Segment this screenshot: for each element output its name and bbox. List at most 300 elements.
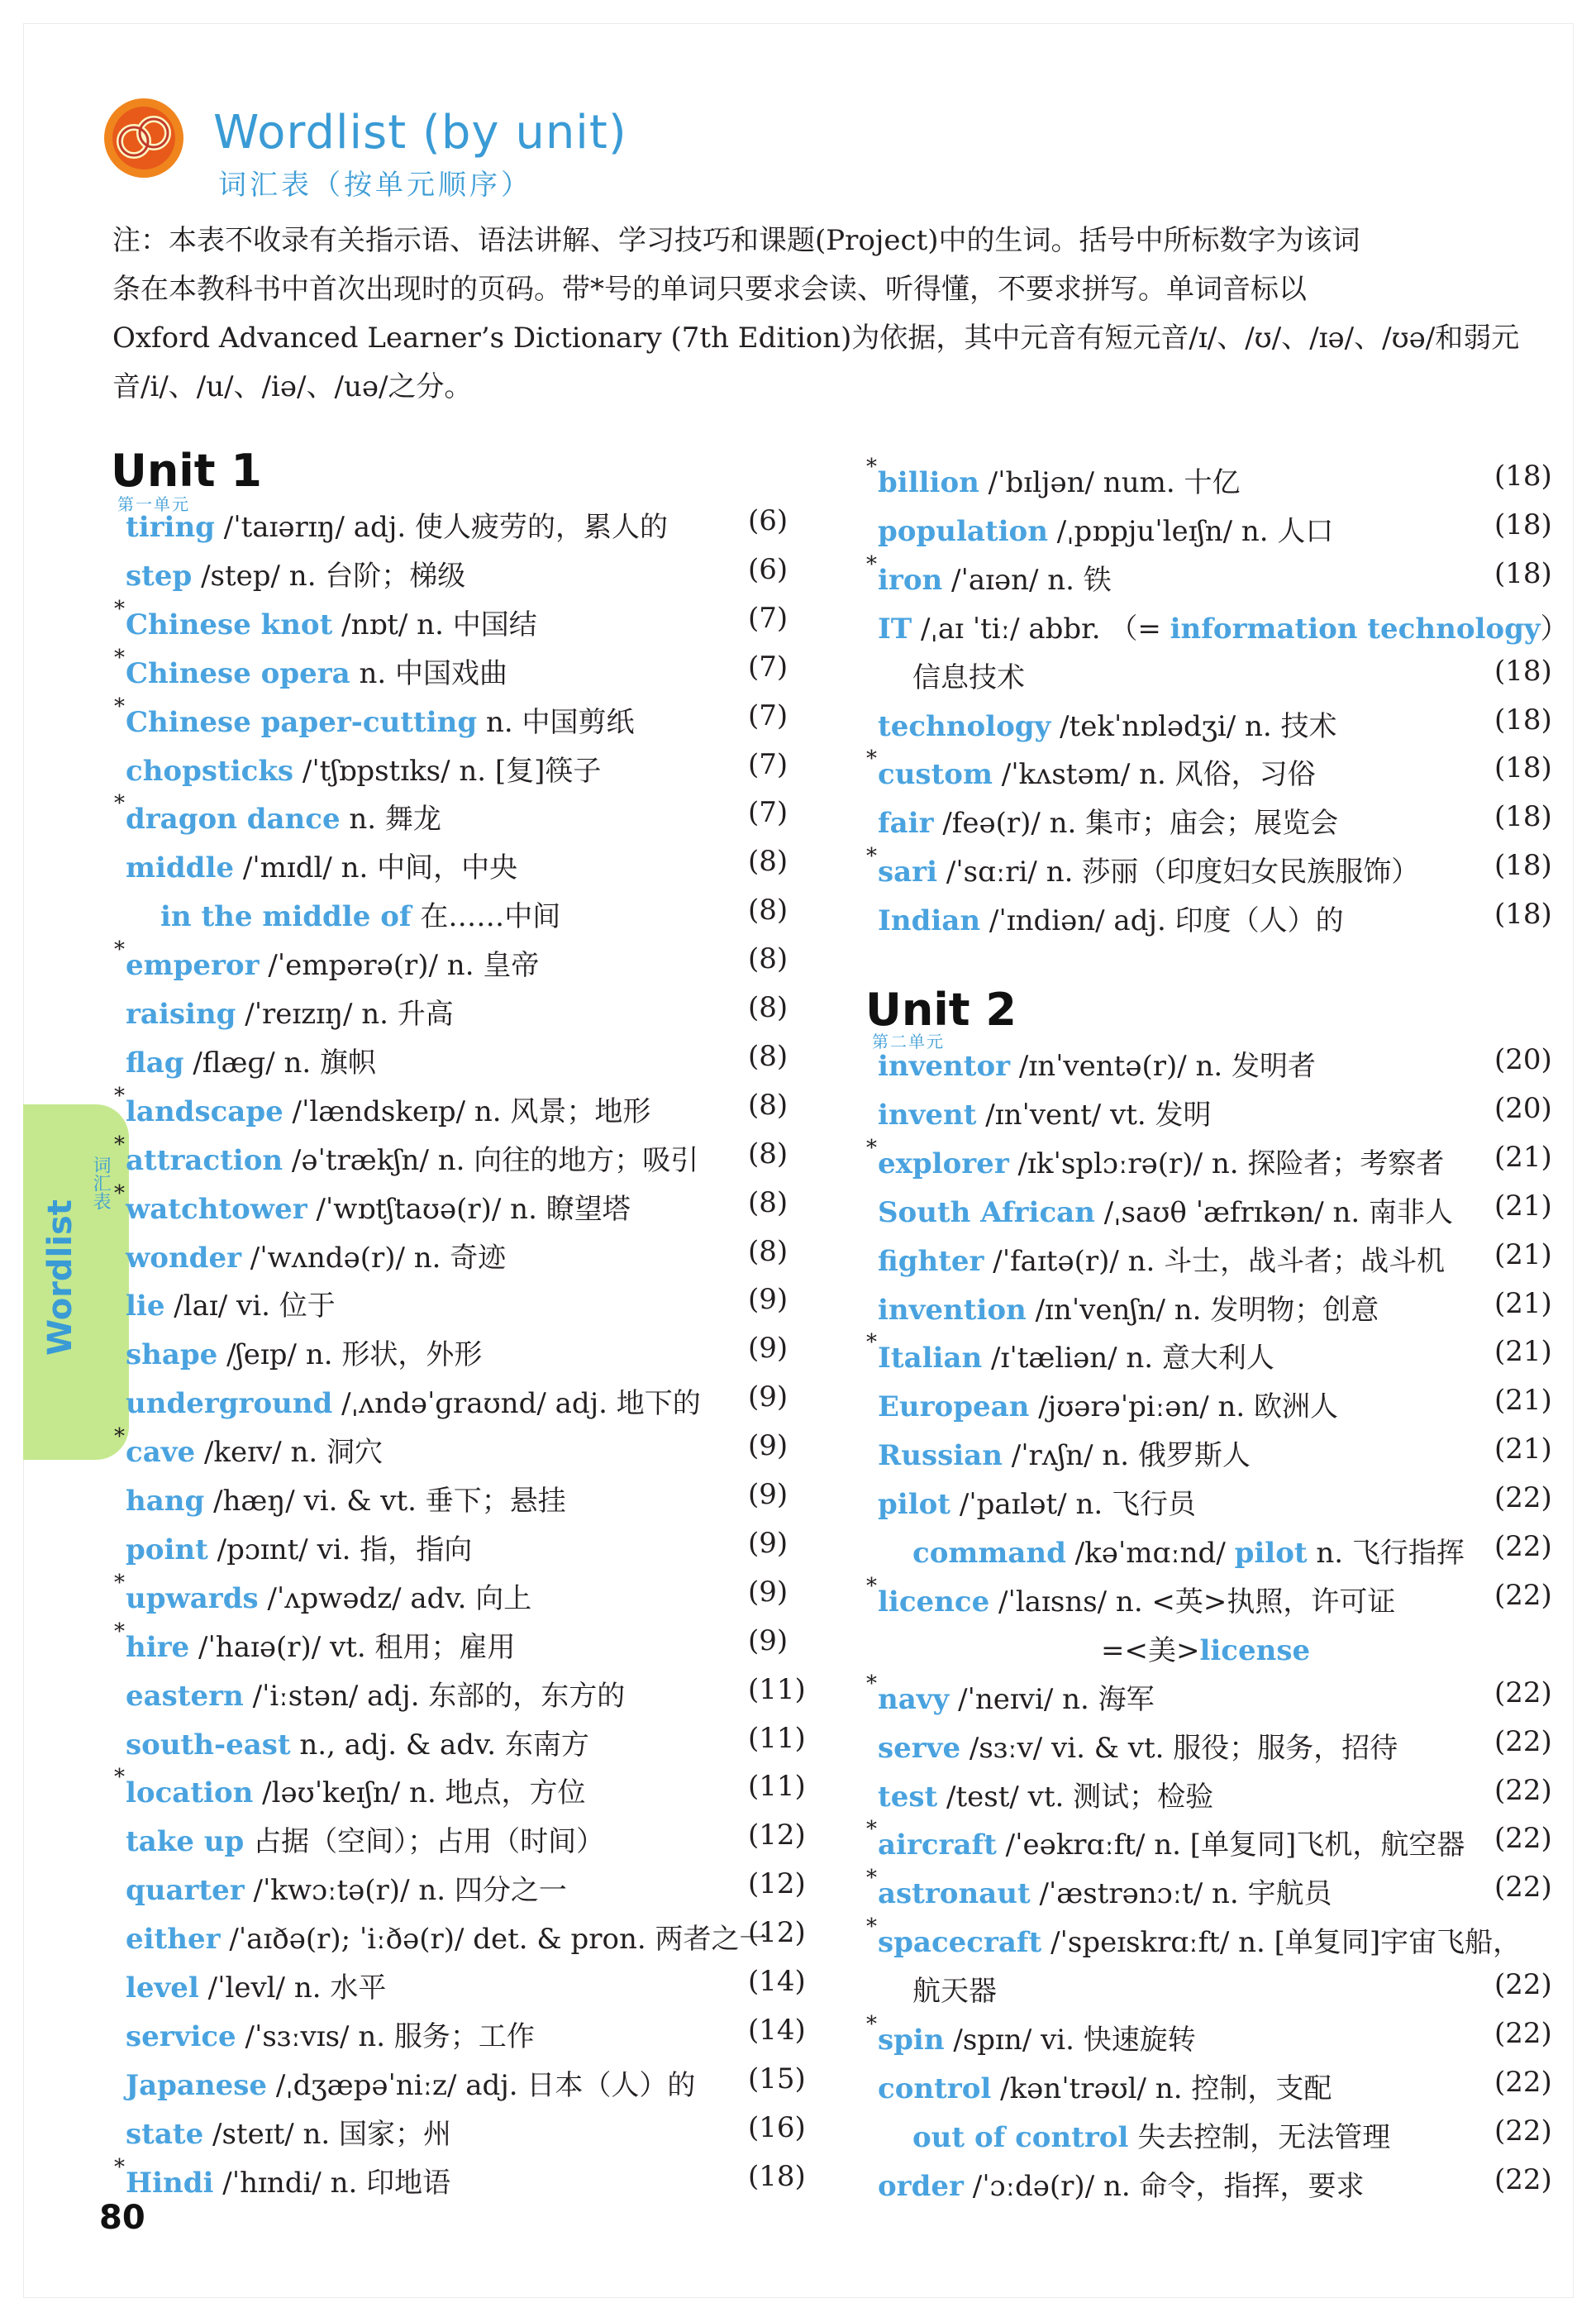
definition: /ɪnˈventə(r)/ n. 发明者 <box>1018 1050 1317 1083</box>
page-ref: (22) <box>1494 1676 1552 1709</box>
headword: inventor <box>878 1050 1011 1083</box>
headword: pilot <box>878 1488 950 1522</box>
definition: /ˈiːstən/ adj. 东部的，东方的 <box>252 1679 626 1713</box>
wordlist-entry <box>878 1433 1251 1480</box>
definition: /ɪnˈvent/ vt. 发明 <box>985 1098 1212 1132</box>
headword: invention <box>878 1293 1027 1327</box>
side-tab-label-zh: 词汇表 <box>90 1156 111 1210</box>
headword: tiring <box>126 511 215 544</box>
page-title: Wordlist (by unit) <box>213 106 627 160</box>
wordlist-entry <box>126 1283 336 1331</box>
page-ref: (21) <box>1494 1335 1552 1369</box>
page-ref: (9) <box>748 1380 788 1414</box>
wordlist-logo-icon <box>101 95 187 181</box>
page-ref: (9) <box>748 1283 788 1317</box>
definition: /feə(r)/ n. 集市；庙会；展览会 <box>942 807 1339 841</box>
headword: Chinese knot <box>126 608 333 641</box>
wordlist-entry <box>866 746 1316 799</box>
page-number: 80 <box>99 2199 145 2237</box>
headword: eastern <box>126 1679 244 1713</box>
definition: /ˈbɪljən/ num. 十亿 <box>988 466 1241 499</box>
page-ref: (21) <box>1494 1286 1552 1320</box>
definition: /flæɡ/ n. 旗帜 <box>193 1046 376 1080</box>
definition: /ʃeɪp/ n. 形状，外形 <box>226 1338 483 1372</box>
wordlist-entry <box>878 1725 1398 1773</box>
definition: n., adj. & adv. 东南方 <box>299 1728 589 1762</box>
wordlist-entry <box>126 845 517 893</box>
wordlist-entry <box>878 1384 1338 1432</box>
wordlist-entry <box>126 1527 472 1575</box>
definition: /pɔɪnt/ vi. 指，指向 <box>217 1533 473 1566</box>
headword: step <box>126 559 193 593</box>
definition: /ˈhaɪə(r)/ vt. 租用；雇用 <box>198 1630 516 1664</box>
wordlist-entry <box>866 844 1420 897</box>
page-ref: (22) <box>1494 1724 1552 1758</box>
page-ref: (9) <box>748 1478 788 1511</box>
wordlist-entry <box>912 1968 997 2016</box>
wordlist-entry <box>912 2114 1390 2162</box>
required-star: * <box>114 1619 125 1644</box>
page-ref: (8) <box>748 1137 788 1170</box>
wordlist-entry <box>866 1330 1274 1383</box>
page-ref: (18) <box>1494 460 1552 493</box>
required-star: * <box>114 937 125 963</box>
headword: technology <box>878 709 1051 743</box>
required-star: * <box>866 1330 877 1356</box>
unit-1-subtitle: 第一单元 <box>117 494 190 514</box>
wordlist-entry <box>114 645 508 698</box>
note-line: 条在本教科书中首次出现时的页码。带*号的单词只要求会读、听得懂，不要求拼写。单词音标以 <box>112 273 1307 306</box>
page-ref: (11) <box>748 1721 806 1755</box>
headword: emperor <box>126 949 260 983</box>
definition: /ˈɪndiən/ adj. 印度（人）的 <box>989 904 1344 938</box>
headword: aircraft <box>878 1828 997 1862</box>
page-ref: (22) <box>1494 1822 1552 1856</box>
definition: n. 中国戏曲 <box>359 656 508 690</box>
headword: flag <box>126 1046 184 1080</box>
wordlist-entry <box>114 694 635 747</box>
required-star: * <box>866 455 877 479</box>
page-ref: (22) <box>1494 1481 1552 1515</box>
required-star: * <box>866 1817 877 1843</box>
headword: invent <box>878 1098 977 1132</box>
wordlist-entry <box>866 2012 1196 2065</box>
headword: test <box>878 1780 938 1814</box>
page-ref: (7) <box>748 650 788 684</box>
intro-note <box>112 217 1567 412</box>
wordlist-entry <box>126 1819 604 1866</box>
definition: /ˈlaɪsns/ n. <英>执照，许可证 <box>998 1585 1396 1619</box>
wordlist-entry <box>126 1478 566 1526</box>
page-ref: (22) <box>1494 1773 1552 1807</box>
headword: spin <box>878 2024 945 2057</box>
page-ref: (9) <box>748 1429 788 1463</box>
headword: command <box>912 1537 1066 1570</box>
definition: /ˈsɑːri/ n. 莎丽（印度妇女民族服饰） <box>946 856 1420 889</box>
definition: /ˌsaʊθ ˈæfrɪkən/ n. 南非人 <box>1103 1195 1454 1229</box>
definition: 占据（空间）；占用（时间） <box>253 1825 605 1859</box>
required-star: * <box>866 1671 877 1696</box>
definition: /ˈlændskeɪp/ n. 风景；地形 <box>292 1094 651 1128</box>
definition: /ˌʌndəˈɡraʊnd/ adj. 地下的 <box>341 1387 701 1421</box>
headword: order <box>878 2169 964 2203</box>
headword: information technology <box>1170 612 1541 646</box>
page-ref: (22) <box>1494 2017 1552 2050</box>
wordlist-entry <box>878 1774 1213 1822</box>
unit-1-title: Unit 1 <box>111 445 262 497</box>
headword: licence <box>878 1585 990 1619</box>
page-ref: (15) <box>748 2062 806 2095</box>
headword: service <box>126 2019 236 2053</box>
page-ref: (8) <box>748 1088 788 1122</box>
unit-2-subtitle: 第二单元 <box>872 1032 945 1051</box>
required-star: * <box>114 1132 125 1157</box>
wordlist-entry <box>126 2111 451 2159</box>
definition: /ˈʌpwədz/ adv. 向上 <box>267 1581 532 1615</box>
headword: either <box>126 1923 221 1957</box>
definition: /ˈɔːdə(r)/ n. 命令，指挥，要求 <box>972 2169 1365 2203</box>
headword: cave <box>126 1436 196 1470</box>
page-ref: (12) <box>748 1867 806 1901</box>
definition: /ˈhɪndi/ n. 印地语 <box>222 2166 451 2200</box>
headword: population <box>878 514 1048 548</box>
definition: /ləʊˈkeɪʃn/ n. 地点，方位 <box>262 1776 586 1810</box>
wordlist-entry <box>126 504 668 552</box>
required-star: * <box>866 746 877 772</box>
wordlist-entry <box>878 703 1337 751</box>
definition: /ˈempərə(r)/ n. 皇帝 <box>268 949 540 983</box>
wordlist-entry <box>878 1287 1379 1335</box>
wordlist-entry <box>126 1916 767 1964</box>
page-ref: (18) <box>1494 751 1552 785</box>
required-star: * <box>114 1083 125 1108</box>
wordlist-entry <box>866 1866 1332 1919</box>
headword: explorer <box>878 1147 1009 1180</box>
required-star: * <box>114 694 125 719</box>
page-ref: (18) <box>1494 800 1552 834</box>
definition: /ˈkwɔːtə(r)/ n. 四分之一 <box>253 1874 567 1908</box>
page-ref: (22) <box>1494 1871 1552 1905</box>
page-subtitle: 词汇表（按单元顺序） <box>218 169 532 202</box>
page-ref: (18) <box>1494 508 1552 541</box>
page-ref: (8) <box>748 845 788 879</box>
wordlist-entry <box>160 894 560 942</box>
page-ref: (22) <box>1494 1530 1552 1563</box>
wordlist-entry <box>866 1671 1155 1724</box>
headword: quarter <box>126 1874 245 1908</box>
wordlist-entry <box>878 2066 1332 2114</box>
headword: middle <box>126 851 234 885</box>
required-star: * <box>114 791 125 817</box>
headword: custom <box>878 758 993 792</box>
definition: /ˈaɪðə(r); ˈiːðə(r)/ det. & pron. 两者之一 <box>229 1923 768 1957</box>
page-ref: (20) <box>1494 1043 1552 1076</box>
headword: lie <box>126 1290 165 1323</box>
headword: landscape <box>126 1094 283 1128</box>
headword: Chinese paper-cutting <box>126 705 478 739</box>
required-star: * <box>866 844 877 870</box>
required-star: * <box>866 1135 877 1161</box>
headword: fair <box>878 807 934 841</box>
headword: in the middle of <box>160 900 412 934</box>
headword: chopsticks <box>126 754 294 788</box>
definition: n. 中国剪纸 <box>485 705 635 739</box>
headword: serve <box>878 1731 961 1765</box>
page-ref: (6) <box>748 504 788 537</box>
headword: IT <box>878 612 912 646</box>
headword: spacecraft <box>878 1926 1042 1960</box>
definition: /ˈwɒtʃtaʊə(r)/ n. 瞭望塔 <box>316 1192 631 1226</box>
wordlist-entry <box>114 1570 532 1623</box>
headword: level <box>126 1971 199 2005</box>
headword: navy <box>878 1682 950 1716</box>
page-ref: (8) <box>748 1039 788 1073</box>
definition: /spɪn/ vi. 快速旋转 <box>953 2024 1196 2057</box>
definition: /ˈfaɪtə(r)/ n. 斗士，战斗者；战斗机 <box>993 1244 1446 1278</box>
wordlist-entry <box>866 551 1112 605</box>
page-ref: (14) <box>748 2013 806 2047</box>
page-ref: (11) <box>748 1770 806 1804</box>
headword: sari <box>878 856 938 889</box>
wordlist-entry <box>1101 1628 1310 1676</box>
definition: /ˈpaɪlət/ n. 飞行员 <box>959 1488 1196 1522</box>
side-tab-label: Wordlist <box>41 1199 79 1356</box>
wordlist-entry <box>866 1914 1522 1967</box>
page-ref: (9) <box>748 1526 788 1560</box>
headword: south-east <box>126 1728 291 1762</box>
headword: dragon dance <box>126 803 341 837</box>
definition: n. 舞龙 <box>349 803 441 837</box>
definition: /ˈtaɪərɪŋ/ adj. 使人疲劳的，累人的 <box>223 511 668 544</box>
definition: /laɪ/ vi. 位于 <box>174 1290 336 1323</box>
page-ref: (14) <box>748 1965 806 1998</box>
definition: /ˈaɪən/ n. 铁 <box>951 563 1112 597</box>
wordlist-entry <box>114 937 540 990</box>
wordlist-entry <box>878 508 1333 556</box>
headword: astronaut <box>878 1877 1031 1911</box>
required-star: * <box>114 2154 125 2180</box>
definition: /ˈneɪvi/ n. 海军 <box>958 1682 1155 1716</box>
wordlist-entry <box>126 1965 386 2013</box>
wordlist-entry <box>126 1673 625 1721</box>
headword: raising <box>126 998 236 1031</box>
page-ref: (9) <box>748 1575 788 1609</box>
definition: /ˈwʌndə(r)/ n. 奇迹 <box>250 1241 507 1275</box>
headword: billion <box>878 466 979 499</box>
headword: European <box>878 1390 1030 1424</box>
page-ref: (22) <box>1494 2065 1552 2099</box>
wordlist-entry <box>126 1867 567 1915</box>
wordlist-entry <box>878 1043 1316 1091</box>
headword: Japanese <box>126 2068 268 2102</box>
page-ref: (20) <box>1494 1091 1552 1125</box>
page-ref: (22) <box>1494 2114 1552 2148</box>
definition: /ˈtʃɒpstɪks/ n. [复]筷子 <box>302 754 602 788</box>
page-ref: (18) <box>1494 898 1552 932</box>
definition: /kəˈmɑːnd/ <box>1074 1537 1235 1570</box>
definition: n. 飞行指挥 <box>1307 1537 1465 1570</box>
headword: Russian <box>878 1439 1003 1473</box>
definition: /ˈlevl/ n. 水平 <box>207 1971 387 2005</box>
page-ref: (22) <box>1494 1578 1552 1612</box>
wordlist-entry <box>878 2163 1364 2211</box>
definition: /ˌpɒpjuˈleɪʃn/ n. 人口 <box>1056 514 1334 548</box>
wordlist-entry <box>866 1135 1445 1189</box>
required-star: * <box>114 596 125 622</box>
wordlist-entry <box>114 1180 631 1234</box>
wordlist-entry <box>866 1817 1465 1870</box>
page-ref: (21) <box>1494 1189 1552 1223</box>
headword: hang <box>126 1485 205 1518</box>
page-ref: (8) <box>748 942 788 976</box>
definition: /kənˈtrəʊl/ n. 控制，支配 <box>1000 2071 1332 2105</box>
wordlist-entry <box>126 1722 589 1770</box>
wordlist-entry <box>114 1083 651 1137</box>
wordlist-entry <box>878 606 1569 654</box>
page-ref: (21) <box>1494 1433 1552 1466</box>
page-ref: (7) <box>748 601 788 635</box>
headword: iron <box>878 563 943 597</box>
wordlist-entry <box>126 1040 376 1088</box>
wordlist-entry <box>114 596 537 650</box>
definition: /ˌaɪ ˈtiː/ abbr. （= <box>921 612 1170 646</box>
definition: ） <box>1540 612 1569 646</box>
headword: Indian <box>878 904 981 938</box>
headword: wonder <box>126 1241 241 1275</box>
headword: point <box>126 1533 208 1566</box>
definition: /keɪv/ n. 洞穴 <box>203 1436 383 1470</box>
headword: out of control <box>912 2120 1129 2154</box>
definition: /ˌdʒæpəˈniːz/ adj. 日本（人）的 <box>275 2068 696 2102</box>
definition: /sɜːv/ vi. & vt. 服役；服务，招待 <box>969 1731 1398 1765</box>
page-ref: (18) <box>1494 703 1552 737</box>
wordlist-entry <box>126 1380 701 1428</box>
page-ref: (16) <box>748 2110 806 2144</box>
wordlist-entry <box>866 1573 1396 1627</box>
headword: shape <box>126 1338 218 1372</box>
definition: /steɪt/ n. 国家；州 <box>212 2117 452 2151</box>
headword: take up <box>126 1825 245 1859</box>
definition: /ˈkʌstəm/ n. 风俗，习俗 <box>1001 758 1316 792</box>
definition: 失去控制，无法管理 <box>1137 2120 1391 2154</box>
headword: state <box>126 2117 204 2151</box>
page-ref: (21) <box>1494 1140 1552 1174</box>
page-ref: (18) <box>1494 556 1552 590</box>
definition: /ˈsɜːvɪs/ n. 服务；工作 <box>245 2019 535 2053</box>
definition: /ˈmɪdl/ n. 中间，中央 <box>242 851 518 885</box>
headword: Italian <box>878 1342 983 1375</box>
page-ref: (21) <box>1494 1237 1552 1271</box>
page-ref: (11) <box>748 1672 806 1706</box>
definition: 在……中间 <box>420 900 561 934</box>
page-ref: (7) <box>748 796 788 830</box>
wordlist-entry <box>114 2154 451 2208</box>
definition: /test/ vt. 测试；检验 <box>946 1780 1214 1814</box>
headword: control <box>878 2071 992 2105</box>
definition: /əˈtrækʃn/ n. 向往的地方；吸引 <box>291 1143 699 1177</box>
wordlist-entry <box>114 1132 699 1185</box>
page-ref: (18) <box>748 2159 806 2193</box>
definition: /jʊərəˈpiːən/ n. 欧洲人 <box>1038 1390 1339 1424</box>
page-ref: (6) <box>748 552 788 586</box>
wordlist-entry <box>126 1235 506 1283</box>
wordlist-entry <box>878 800 1338 848</box>
required-star: * <box>866 2012 877 2037</box>
page-ref: (8) <box>748 894 788 927</box>
definition: /nɒt/ n. 中国结 <box>341 608 537 641</box>
page-ref: (22) <box>1494 1968 1552 2002</box>
required-star: * <box>866 1573 877 1599</box>
headword: watchtower <box>126 1192 307 1226</box>
definition: /ɪnˈvenʃn/ n. 发明物；创意 <box>1035 1293 1379 1327</box>
page-ref: (8) <box>748 991 788 1024</box>
wordlist-entry <box>126 2062 695 2110</box>
definition: 航天器 <box>912 1975 997 2009</box>
headword: underground <box>126 1387 333 1421</box>
required-star: * <box>114 1424 125 1450</box>
definition: /tekˈnɒlədʒi/ n. 技术 <box>1060 709 1337 743</box>
wordlist-entry <box>114 1765 586 1818</box>
wordlist-entry <box>878 1238 1445 1286</box>
definition: /step/ n. 台阶；梯级 <box>201 559 466 593</box>
wordlist-entry <box>126 2014 535 2062</box>
page-ref: (18) <box>1494 654 1552 688</box>
note-line: 音/i/、/u/、/iə/、/uə/之分。 <box>112 370 473 403</box>
definition: 信息技术 <box>912 660 1025 694</box>
headword: hire <box>126 1630 190 1664</box>
required-star: * <box>114 1180 125 1206</box>
headword: license <box>1199 1633 1311 1667</box>
headword: upwards <box>126 1581 259 1615</box>
headword: fighter <box>878 1244 984 1278</box>
definition: /ɪˈtæliən/ n. 意大利人 <box>991 1342 1274 1375</box>
required-star: * <box>114 1765 125 1790</box>
wordlist-entry <box>126 748 601 796</box>
page-ref: (12) <box>748 1819 806 1852</box>
definition: /ˈreɪzɪŋ/ n. 升高 <box>245 998 454 1031</box>
definition: /ˈæstrənɔːt/ n. 宇航员 <box>1039 1877 1332 1911</box>
page-ref: (9) <box>748 1332 788 1366</box>
page-ref: (7) <box>748 747 788 781</box>
headword: pilot <box>1234 1537 1308 1570</box>
required-star: * <box>866 551 877 577</box>
definition: /ɪkˈsplɔːrə(r)/ n. 探险者；考察者 <box>1017 1147 1445 1180</box>
headword: location <box>126 1776 254 1810</box>
headword: attraction <box>126 1143 283 1177</box>
note-line: 注：本表不收录有关指示语、语法讲解、学习技巧和课题(Project)中的生词。括号中所标数字为该词 <box>112 224 1360 257</box>
definition: /ˈeəkrɑːft/ n. [单复同]飞机，航空器 <box>1005 1828 1465 1862</box>
page-ref: (22) <box>1494 2162 1552 2196</box>
page-ref: (18) <box>1494 849 1552 883</box>
wordlist-entry <box>126 991 454 1039</box>
required-star: * <box>866 1914 877 1940</box>
wordlist-entry <box>126 1332 482 1380</box>
headword: Hindi <box>126 2166 214 2200</box>
page-ref: (12) <box>748 1916 806 1950</box>
required-star: * <box>114 1570 125 1595</box>
wordlist-entry <box>114 1424 383 1477</box>
wordlist-entry <box>114 791 441 844</box>
page-ref: (8) <box>748 1234 788 1268</box>
wordlist-entry <box>878 1481 1196 1529</box>
note-line: Oxford Advanced Learner’s Dictionary (7th Edition)为依据，其中元音有短元音/ɪ/、/ʊ/、/ɪə/、/ʊə/和弱元 <box>112 322 1520 355</box>
definition: /hæŋ/ vi. & vt. 垂下；悬挂 <box>213 1485 566 1518</box>
wordlist-entry <box>126 553 465 601</box>
headword: South African <box>878 1195 1095 1229</box>
definition: =<美> <box>1101 1633 1200 1667</box>
unit-2-title: Unit 2 <box>865 984 1017 1036</box>
required-star: * <box>114 645 125 670</box>
